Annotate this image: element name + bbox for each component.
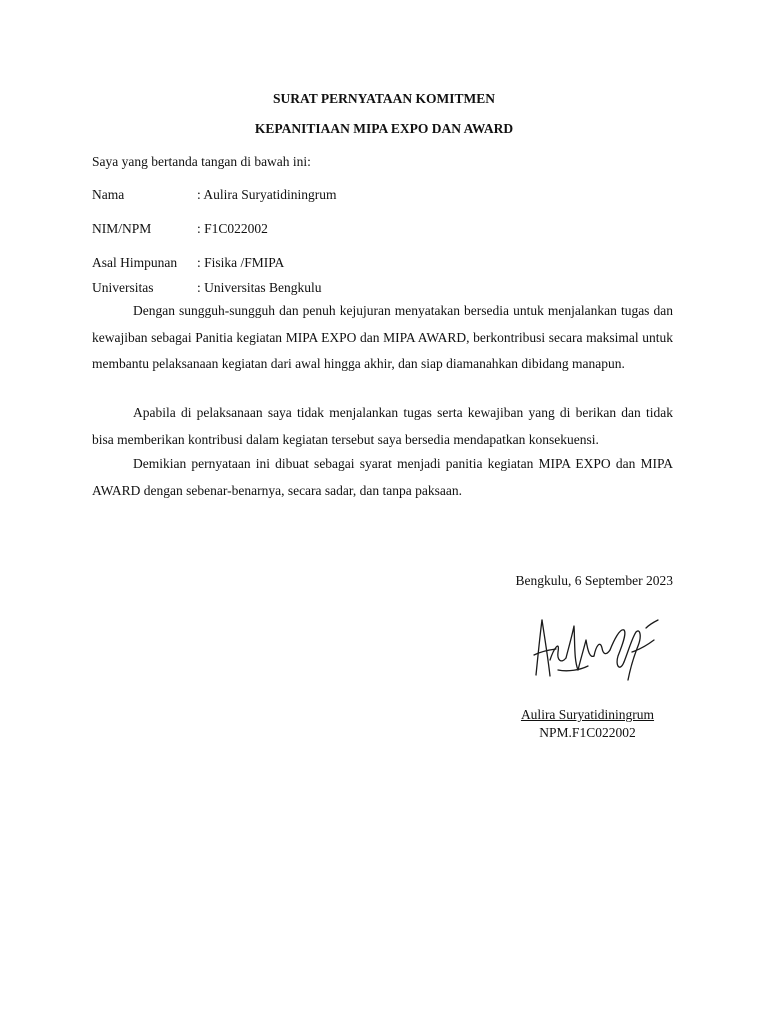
intro-text: Saya yang bertanda tangan di bawah ini: <box>92 154 311 169</box>
field-value-nama: : Aulira Suryatidiningrum <box>197 187 337 202</box>
document-subtitle: KEPANITIAAN MIPA EXPO DAN AWARD <box>254 121 514 136</box>
field-value-himpunan: : Fisika /FMIPA <box>197 255 285 270</box>
field-value-nim: : F1C022002 <box>197 221 268 236</box>
field-row-universitas <box>92 279 692 297</box>
field-label-universitas: Universitas <box>92 280 154 295</box>
signatory-name: Aulira Suryatidiningrum <box>520 707 655 722</box>
signatory-npm: NPM.F1C022002 <box>539 725 636 740</box>
paragraph-closing: Demikian pernyataan ini dibuat sebagai syarat menjadi panitia kegiatan MIPA EXPO dan MIPA AWARD dengan sebenar-benarnya, secara sadar, dan tanpa paksaan. <box>92 456 673 498</box>
paragraph-commitment: Dengan sungguh-sungguh dan penuh kejujuran menyatakan bersedia untuk menjalankan tugas dan kewajiban sebagai Panitia kegiatan MIPA EXPO dan MIPA AWARD, berkontribusi secara maksimal untuk membantu pelaksanaan kegiatan dari awal hingga akhir, dan siap diamanahkan dibidang manapun. <box>92 303 673 371</box>
field-label-himpunan: Asal Himpunan <box>92 255 178 270</box>
paragraph-consequence: Apabila di pelaksanaan saya tidak menjalankan tugas serta kewajiban yang di berikan dan tidak bisa memberikan kontribusi dalam kegiatan tersebut saya bersedia mendapatkan konsekuensi. <box>92 405 673 447</box>
field-row-nama <box>92 186 692 204</box>
field-label-nim: NIM/NPM <box>92 221 152 236</box>
document-title: SURAT PERNYATAAN KOMITMEN <box>272 91 496 106</box>
field-row-nim <box>92 220 692 238</box>
place-date: Bengkulu, 6 September 2023 <box>515 573 673 588</box>
field-value-universitas: : Universitas Bengkulu <box>197 280 322 295</box>
field-row-himpunan <box>92 254 692 272</box>
field-label-nama: Nama <box>92 187 125 202</box>
handwritten-signature <box>528 600 663 685</box>
